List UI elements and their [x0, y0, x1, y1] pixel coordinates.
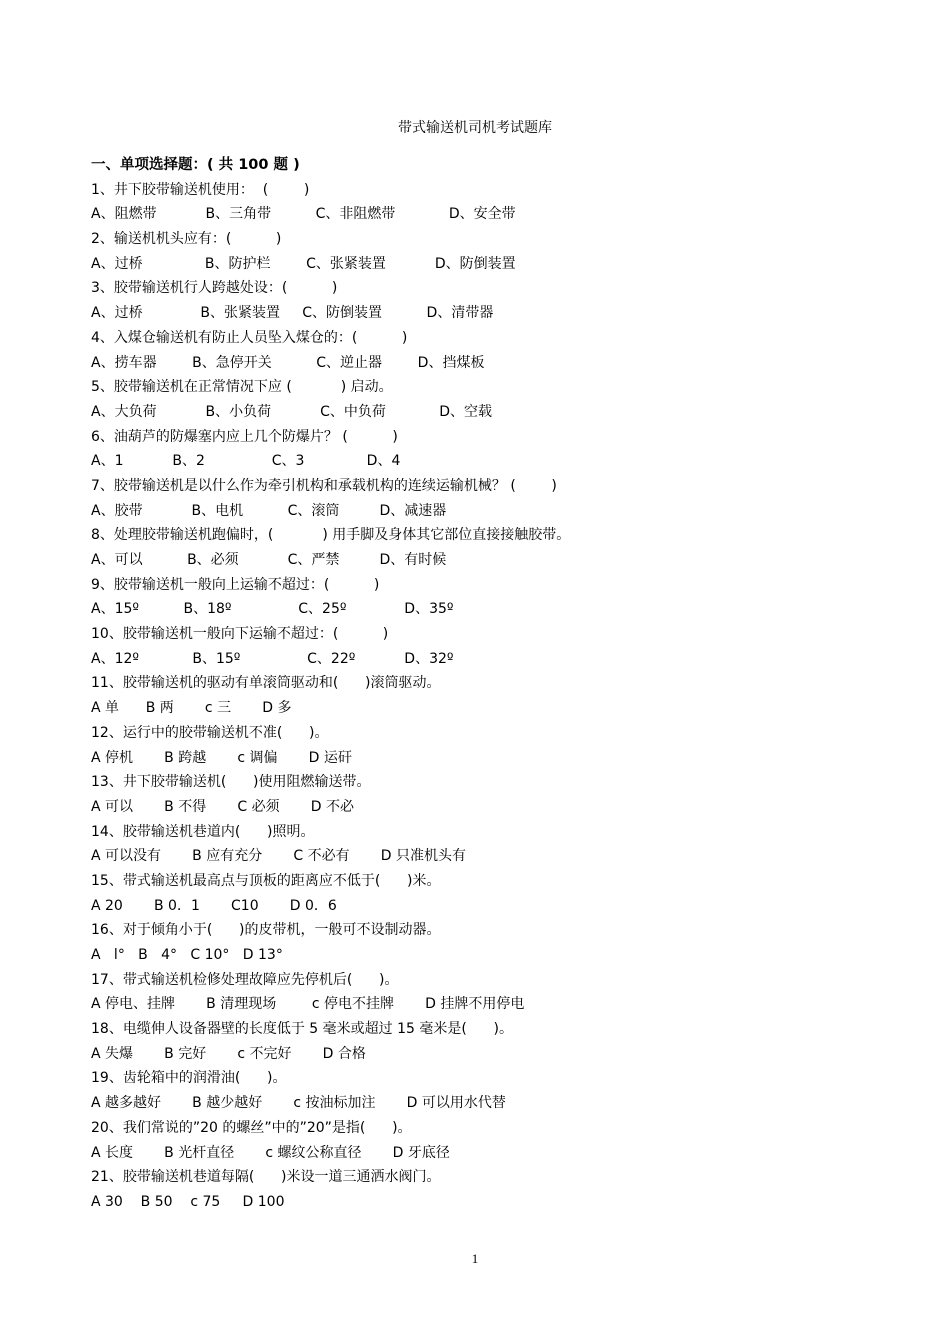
question-9: 9、胶带输送机一般向上运输不超过：( ) [91, 576, 380, 593]
options-15: A 20 B 0．1 C10 D 0．6 [91, 897, 337, 914]
question-15: 15、带式输送机最高点与顶板的距离应不低于( )米。 [91, 872, 441, 889]
options-2: A、过桥 B、防护栏 C、张紧装置 D、防倒装置 [91, 255, 516, 272]
section-heading: 一、单项选择题：( 共 100 题 ) [91, 157, 300, 173]
document-title: 带式输送机司机考试题库 [398, 120, 552, 136]
options-20: A 长度 B 光杆直径 c 螺纹公称直径 D 牙底径 [91, 1144, 450, 1161]
options-16: A l° B 4° C 10° D 13° [91, 947, 283, 963]
options-6: A、1 B、2 C、3 D、4 [91, 453, 401, 470]
options-1: A、阻燃带 B、三角带 C、非阻燃带 D、安全带 [91, 206, 516, 223]
options-17: A 停电、挂牌 B 清理现场 c 停电不挂牌 D 挂牌不用停电 [91, 996, 525, 1013]
options-4: A、捞车器 B、急停开关 C、逆止器 D、挡煤板 [91, 354, 485, 371]
question-11: 11、胶带输送机的驱动有单滚筒驱动和( )滚筒驱动。 [91, 675, 441, 692]
page-number: 1 [471, 1251, 479, 1266]
options-8: A、可以 B、必须 C、严禁 D、有时候 [91, 552, 447, 568]
options-11: A 单 B 两 c 三 D 多 [91, 700, 292, 717]
options-18: A 失爆 B 完好 c 不完好 D 合格 [91, 1045, 366, 1062]
question-20: 20、我们常说的”20 的螺丝”中的”20”是指( )。 [91, 1119, 412, 1136]
options-14: A 可以没有 B 应有充分 C 不必有 D 只准机头有 [91, 848, 466, 865]
options-3: A、过桥 B、张紧装置 C、防倒装置 D、清带器 [91, 305, 494, 322]
question-2: 2、输送机机头应有：( ) [91, 231, 282, 248]
question-3: 3、胶带输送机行人跨越处设：( ) [91, 280, 338, 297]
question-list [91, 153, 891, 1215]
question-8: 8、处理胶带输送机跑偏时，( ) 用手脚及身体其它部位直接接触胶带。 [91, 527, 571, 544]
options-19: A 越多越好 B 越少越好 c 按油标加注 D 可以用水代替 [91, 1095, 506, 1112]
question-16: 16、对于倾角小于( )的皮带机，一般可不设制动器。 [91, 922, 441, 939]
question-14: 14、胶带输送机巷道内( )照明。 [91, 823, 315, 840]
question-10: 10、胶带输送机一般向下运输不超过：( ) [91, 626, 389, 643]
options-9: A、15º B、18º C、25º D、35º [91, 601, 454, 618]
question-13: 13、井下胶带输送机( )使用阻燃输送带。 [91, 774, 371, 791]
options-5: A、大负荷 B、小负荷 C、中负荷 D、空载 [91, 403, 493, 420]
question-4: 4、入煤仓输送机有防止人员坠入煤仓的：( ) [91, 329, 408, 346]
question-6: 6、油葫芦的防爆塞内应上几个防爆片？ ( ) [91, 428, 398, 445]
question-21: 21、胶带输送机巷道每隔( )米设一道三通洒水阀门。 [91, 1169, 441, 1186]
options-13: A 可以 B 不得 C 必须 D 不必 [91, 798, 354, 815]
question-17: 17、带式输送机检修处理故障应先停机后( )。 [91, 971, 399, 988]
question-5: 5、胶带输送机在正常情况下应 ( ) 启动。 [91, 379, 393, 396]
options-7: A、胶带 B、电机 C、滚筒 D、减速器 [91, 502, 447, 519]
options-12: A 停机 B 跨越 c 调偏 D 运矸 [91, 749, 352, 766]
options-21: A 30 B 50 c 75 D 100 [91, 1193, 285, 1210]
question-12: 12、运行中的胶带输送机不准( )。 [91, 724, 329, 741]
question-19: 19、齿轮箱中的润滑油( )。 [91, 1070, 287, 1087]
options-10: A、12º B、15º C、22º D、32º [91, 650, 454, 667]
question-1: 1、井下胶带输送机使用： ( ) [91, 181, 310, 198]
question-7: 7、胶带输送机是以什么作为牵引机构和承载机构的连续运输机械？ ( ) [91, 477, 557, 494]
question-18: 18、电缆伸人设备器壁的长度低于 5 毫米或超过 15 毫米是( )。 [91, 1021, 513, 1038]
